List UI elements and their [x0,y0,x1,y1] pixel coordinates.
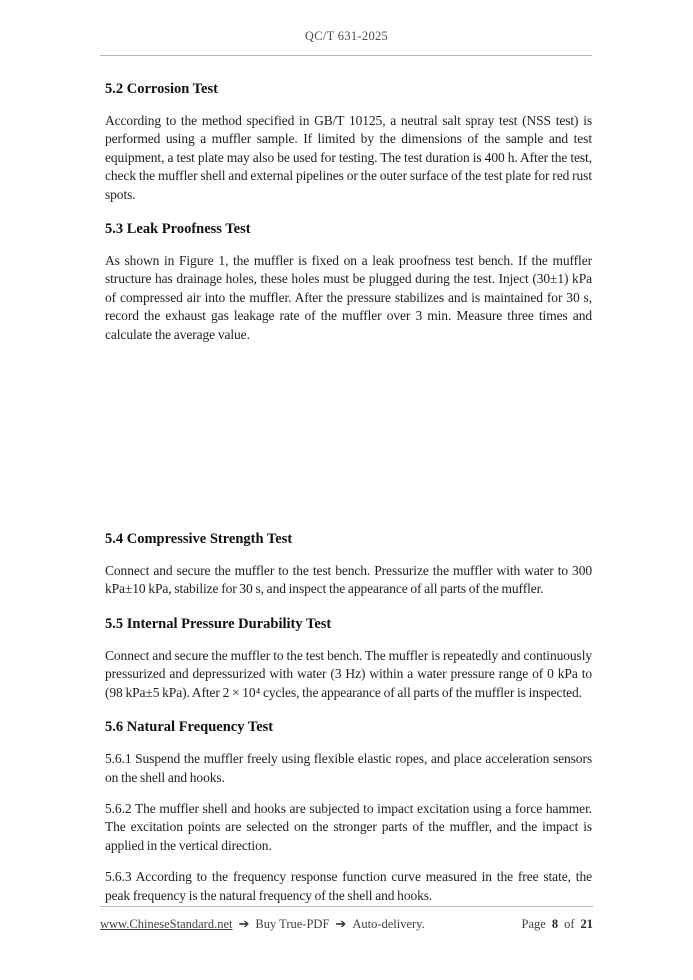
page-indicator [522,917,593,932]
figure-1-placeholder [105,344,592,514]
section-heading-5-2: 5.2 Corrosion Test [105,81,218,97]
section-5-2-paragraph: According to the method specified in GB/T 10125, a neutral salt spray test (NSS test) is performed using a muffler sample. If limited by the dimensions of the sample and test equipment, a test plate may also be used for testing. The test duration is 400 h. After the test, check the muffler shell and external pipelines or the outer surface of the test plate for red rust spots. [105,113,592,202]
page-of-label: of [564,917,575,931]
footer-promo [100,916,425,932]
page-header [0,0,693,56]
section-heading-5-6: 5.6 Natural Frequency Test [105,719,274,736]
footer-divider [100,906,593,907]
page-label: Page [521,917,546,931]
section-5-6-1-paragraph: 5.6.1 Suspend the muffler freely using flexible elastic ropes, and place acceleration sensors on the shell and hooks. [105,751,592,785]
section-5-4-paragraph: Connect and secure the muffler to the test bench. Pressurize the muffler with water to 300 kPa±10 kPa, stabilize for 30 s, and inspect the appearance of all parts of the muffler. [105,563,592,597]
section-5-3-paragraph: As shown in Figure 1, the muffler is fixed on a leak proofness test bench. If the muffler structure has drainage holes, these holes must be plugged during the test. Inject (30±1) kPa of compressed air into the muffler. After the pressure stabilizes and is maintained for 30 s, record the exhaust gas leakage rate of the muffler over 3 min. Measure three times and calculate the average value. [105,253,592,342]
section-5-5-paragraph: Connect and secure the muffler to the test bench. The muffler is repeatedly and continuously pressurized and depressurized with water (3 Hz) within a water pressure range of 0 kPa to (98 kPa±5 kPa). After 2 × 10⁴ cycles, the appearance of all parts of the muffler is inspected. [105,647,592,700]
section-5-6-3-paragraph: 5.6.3 According to the frequency response function curve measured in the free state, the peak frequency is the natural frequency of the shell and hooks. [105,869,592,903]
section-heading-5-4: 5.4 Compressive Strength Test [105,531,293,548]
buy-pdf-text: Buy True-PDF [255,917,330,931]
site-link[interactable]: www.ChineseStandard.net [100,917,233,931]
page-footer [100,906,593,932]
section-heading-5-5: 5.5 Internal Pressure Durability Test [105,615,332,632]
header-divider [100,55,592,56]
total-page-count: 21 [580,917,593,931]
right-arrow-icon: ➔ [238,916,250,931]
document-number: QC/T 631-2025 [304,29,389,43]
auto-delivery-text: Auto-delivery. [352,917,425,931]
section-5-6-2-paragraph: 5.6.2 The muffler shell and hooks are subjected to impact excitation using a force hammer. The excitation points are selected on the stronger parts of the muffler, and the impact is applied in the vertical direction. [105,800,592,853]
section-heading-5-3: 5.3 Leak Proofness Test [105,221,251,238]
right-arrow-icon: ➔ [335,916,347,931]
current-page-number: 8 [551,917,559,931]
document-body [105,80,592,905]
